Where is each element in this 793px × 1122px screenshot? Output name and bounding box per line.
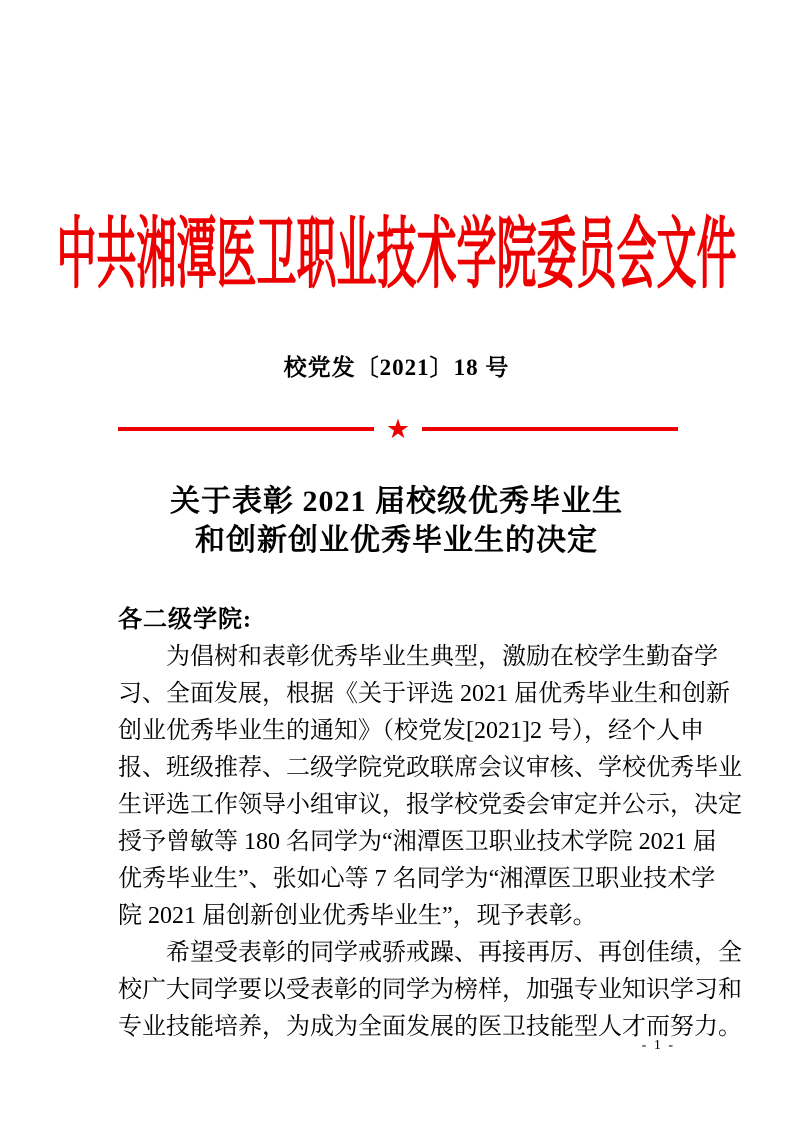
doc-number: 校党发〔2021〕18 号 — [283, 355, 510, 380]
paragraph-1-line: 院 2021 届创新创业优秀毕业生”，现予表彰。 — [118, 903, 597, 929]
divider-line-left — [118, 427, 374, 431]
document-body — [118, 602, 742, 1046]
org-title: 中共湘潭医卫职业技术学院委员会文件 — [56, 210, 737, 298]
page-number: - 1 - — [641, 1038, 675, 1053]
star-icon: ★ — [385, 413, 411, 445]
document-title — [0, 482, 793, 560]
divider-line-right — [422, 427, 678, 431]
document-title-line1: 关于表彰 2021 届校级优秀毕业生 — [170, 485, 623, 518]
paragraph-2-line: 校广大同学要以受表彰的同学为榜样，加强专业知识学习和 — [118, 977, 742, 1003]
document-title-line2: 和创新创业优秀毕业生的决定 — [195, 524, 598, 557]
paragraph-2 — [118, 935, 742, 1046]
paragraph-2-line: 专业技能培养，为成为全面发展的医卫技能型人才而努力。 — [118, 1014, 742, 1040]
paragraph-1-line: 授予曾敏等 180 名同学为“湘潭医卫职业技术学院 2021 届 — [118, 829, 717, 855]
red-header — [0, 210, 793, 298]
paragraph-1 — [118, 639, 742, 935]
red-divider — [118, 414, 678, 444]
paragraph-1-line: 生评选工作领导小组审议，报学校党委会审定并公示，决定 — [118, 792, 742, 818]
paragraph-1-line: 习、全面发展，根据《关于评选 2021 届优秀毕业生和创新 — [118, 681, 730, 707]
paragraph-1-line: 优秀毕业生”、张如心等 7 名同学为“湘潭医卫职业技术学 — [118, 866, 716, 892]
paragraph-1-line: 为倡树和表彰优秀毕业生典型，激励在校学生勤奋学 — [166, 644, 718, 670]
paragraph-2-line: 希望受表彰的同学戒骄戒躁、再接再厉、再创佳绩，全 — [166, 940, 742, 966]
salutation: 各二级学院: — [118, 607, 252, 633]
paragraph-1-line: 创业优秀毕业生的通知》（校党发[2021]2 号），经个人申 — [118, 718, 704, 744]
paragraph-1-line: 报、班级推荐、二级学院党政联席会议审核、学校优秀毕业 — [118, 755, 742, 781]
